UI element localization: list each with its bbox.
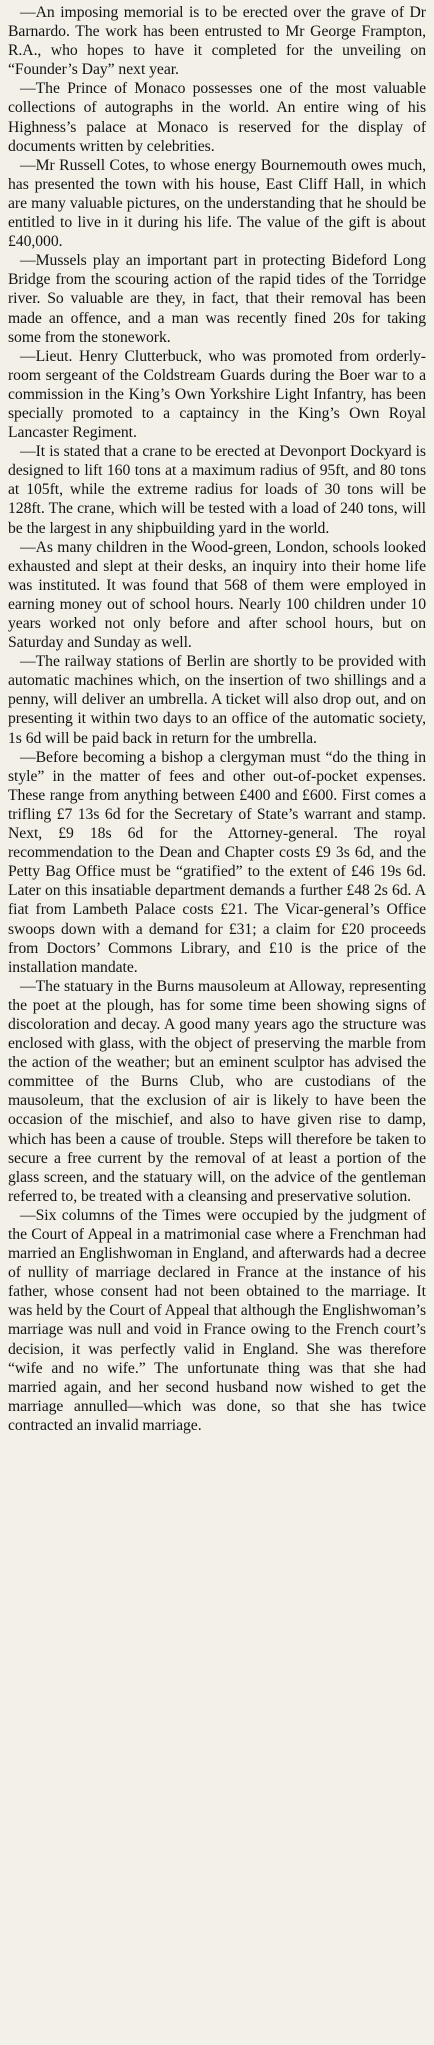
paragraph-russell-cotes: —Mr Russell Cotes, to whose energy Bournemouth owes much, has presented the town with his house, East Cliff Hall, in which are many valuable pictures, on the understanding that he should be entitled to live in it during his life. The value of the gift is about £40,000. xyxy=(8,156,426,251)
paragraph-bishop-fees: —Before becoming a bishop a clergyman must “do the thing in style” in the matter of fees and other out-of-pocket expenses. These range from anything between £400 and £600. First comes a trifling £7 13s 6d for the Secretary of State’s warrant and stamp. Next, £9 18s 6d for the Attorney-general. The royal recommendation to the Dean and Chapter costs £9 3s 6d, and the Petty Bag Office must be “gratified” to the extent of £46 19s 6d. Later on this insatiable department demands a further £48 2s 6d. A fiat from Lambeth Palace costs £21. The Vicar-general’s Office swoops down with a demand for £31; a claim for £20 proceeds from Doctors’ Commons Library, and £10 is the price of the installation mandate. xyxy=(8,748,426,976)
news-column xyxy=(8,3,426,1435)
paragraph-clutterbuck-promotion: —Lieut. Henry Clutterbuck, who was promoted from orderly-room sergeant of the Coldstream Guards during the Boer war to a commission in the King’s Own Yorkshire Light Infantry, has been specially promoted to a captaincy in the King’s Own Royal Lancaster Regiment. xyxy=(8,347,426,442)
paragraph-berlin-umbrellas: —The railway stations of Berlin are shortly to be provided with automatic machines which, on the insertion of two shillings and a penny, will deliver an umbrella. A ticket will also drop out, and on presenting it within two days to an office of the automatic society, 1s 6d will be paid back in return for the umbrella. xyxy=(8,653,426,747)
paragraph-devonport-crane: —It is stated that a crane to be erected at Devonport Dockyard is designed to lift 160 tons at a maximum radius of 95ft, and 80 tons at 105ft, while the extreme radius for loads of 30 tons will be 128ft. The crane, which will be tested with a load of 240 tons, will be the largest in any shipbuilding yard in the world. xyxy=(8,443,426,537)
paragraph-wood-green-children: —As many children in the Wood-green, London, schools looked exhausted and slept at their desks, an inquiry into their home life was instituted. It was found that 568 of them were employed in earning money out of school hours. Nearly 100 children under 10 years worked not only before and after school hours, but on Saturday and Sunday as well. xyxy=(8,538,426,652)
paragraph-monaco-autographs: —The Prince of Monaco possesses one of the most valuable collections of autographs in the world. An entire wing of his Highness’s palace at Monaco is reserved for the display of documents written by celebrities. xyxy=(8,80,426,155)
paragraph-burns-mausoleum: —The statuary in the Burns mausoleum at Alloway, representing the poet at the plough, has for some time been showing signs of discoloration and decay. A good many years ago the structure was enclosed with glass, with the object of preserving the marble from the action of the weather; but an eminent sculptor has advised the committee of the Burns Club, who are custodians of the mausoleum, that the exclusion of air is likely to have been the occasion of the mischief, and also to have given rise to damp, which has been a cause of trouble. Steps will therefore be taken to secure a free current by the removal of at least a portion of the glass screen, and the statuary will, on the advice of the gentleman referred to, be treated with a cleansing and preservative solution. xyxy=(8,977,426,1205)
paragraph-barnardo-memorial: —An imposing memorial is to be erected over the grave of Dr Barnardo. The work has been entrusted to Mr George Frampton, R.A., who hopes to have it completed for the unveiling on “Founder’s Day” next year. xyxy=(8,4,426,79)
paragraph-bideford-mussels: —Mussels play an important part in protecting Bideford Long Bridge from the scouring action of the rapid tides of the Torridge river. So valuable are they, in fact, that their removal has been made an offence, and a man was recently fined 20s for taking some from the stonework. xyxy=(8,252,426,346)
paragraph-court-of-appeal: —Six columns of the Times were occupied by the judgment of the Court of Appeal in a matrimonial case where a Frenchman had married an Englishwoman in England, and afterwards had a decree of nullity of marriage declared in France at the instance of his father, whose consent had not been obtained to the marriage. It was held by the Court of Appeal that although the Englishwoman’s marriage was null and void in France owing to the French court’s decision, it was perfectly valid in England. She was therefore “wife and no wife.” The unfortunate thing was that she had married again, and her second husband now wished to get the marriage annulled—which was done, so that she has twice contracted an invalid marriage. xyxy=(8,1206,426,1434)
